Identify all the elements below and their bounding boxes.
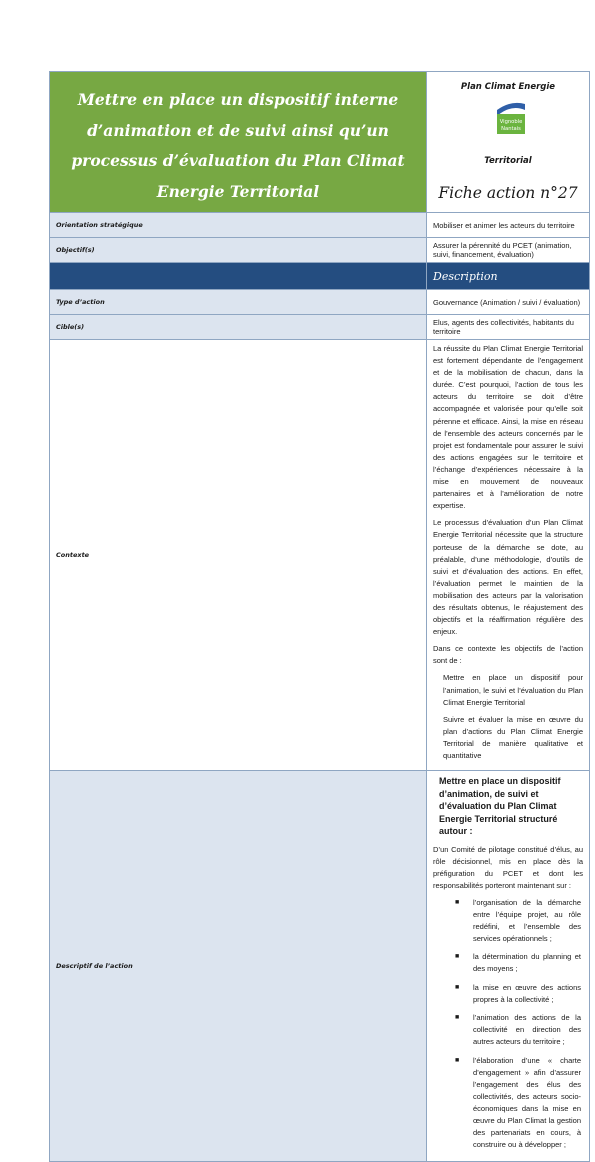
list-item (433, 897, 583, 945)
cible-label: Cible(s) (50, 315, 427, 340)
list-item-text: l’organisation de la démarche entre l’équipe projet, au rôle redéfini, et l’ensemble des services opérationnels ; (473, 897, 581, 943)
list-item (433, 1055, 583, 1151)
list-item (433, 1012, 583, 1048)
plan-cell (427, 72, 590, 213)
orientation-row (50, 213, 590, 238)
descriptif-intro: D’un Comité de pilotage constitué d’élus, au rôle décisionnel, mis en place dès la préfiguration du PCET et dont les responsabilités porteront maintenant sur : (433, 844, 583, 890)
objective-item: Suivre et évaluer la mise en œuvre du plan d’actions du Plan Climat Energie Territorial de manière qualitative et quantitative (443, 714, 583, 760)
contexte-label: Contexte (50, 340, 427, 771)
logo-text-2: Nantais (501, 126, 521, 132)
list-item-text: l’élaboration d’une « charte d’engagement » afin d’assurer l’engagement des élus des collectivités, des acteurs socio-économiques dans la mise en œuvre du Plan Climat la gestion des partenariats en cours, à construire ou à développer ; (473, 1055, 581, 1149)
orientation-value: Mobiliser et animer les acteurs du territoire (427, 213, 590, 238)
contexte-paragraph: Dans ce contexte les objectifs de l’action sont de : (433, 644, 583, 666)
list-item (433, 951, 583, 975)
sheet-title (50, 77, 426, 207)
contexte-paragraph: Le processus d’évaluation d’un Plan Climat Energie Territorial nécessite que la structure porteuse de la démarche se dote, au préalable, d’une méthodologie, d’outils de suivi et d’évaluation des actions. En effet, l’évaluation permet le maintien de la mobilisation des acteurs par la valorisation des résultats obtenus, le réajustement des objectifs et la réaffirmation régulière des enjeux. (433, 518, 583, 637)
descriptif-body (427, 771, 590, 1162)
type-label: Type d’action (50, 290, 427, 315)
territorial-label: Territorial (484, 156, 532, 166)
list-item-text: la détermination du planning et des moyens ; (473, 952, 581, 974)
type-row (50, 290, 590, 315)
list-item-text: la mise en œuvre des actions propres à la collectivité ; (473, 982, 581, 1004)
orientation-label: Orientation stratégique (50, 213, 427, 238)
bullet-icon: ■ (455, 1014, 460, 1022)
descriptif-heading: Mettre en place un dispositif d’animation, de suivi et d’évaluation du Plan Climat Energie Territorial structuré autour : (439, 776, 561, 837)
objectif-row (50, 238, 590, 263)
bullet-icon: ■ (455, 898, 460, 906)
bullet-icon: ■ (455, 1056, 460, 1064)
action-sheet (49, 71, 595, 1162)
title-line: d’animation et de suivi ainsi qu’un (87, 120, 389, 140)
objective-item: Mettre en place un dispositif pour l’animation, le suivi et l’évaluation du Plan Climat Energie Territorial (443, 673, 583, 707)
cible-row (50, 315, 590, 340)
type-value: Gouvernance (Animation / suivi / évaluation) (427, 290, 590, 315)
list-item-text: l’animation des actions de la collectivité en direction des autres acteurs du territoire ; (473, 1013, 581, 1047)
cible-value: Elus, agents des collectivités, habitants du territoire (427, 315, 590, 340)
description-heading: Description (427, 263, 590, 290)
logo-text-1: Vignoble (499, 119, 523, 125)
list-item (433, 982, 583, 1006)
action-table (49, 71, 590, 1162)
bullet-icon: ■ (455, 953, 460, 961)
objectif-label: Objectif(s) (50, 238, 427, 263)
title-line: Energie Territorial (156, 181, 320, 201)
plan-label: Plan Climat Energie (460, 82, 556, 92)
fiche-number: Fiche action n°27 (438, 184, 578, 202)
contexte-row (50, 340, 590, 771)
descriptif-row (50, 771, 590, 1162)
vignoble-nantais-logo (493, 102, 529, 136)
bullet-icon: ■ (455, 983, 460, 991)
objectif-value: Assurer la pérennité du PCET (animation, suivi, financement, évaluation) (427, 238, 590, 263)
header-row (50, 72, 590, 213)
descriptif-label: Descriptif de l’action (50, 771, 427, 1162)
contexte-body (427, 340, 590, 771)
description-band-row (50, 263, 590, 290)
contexte-paragraph: La réussite du Plan Climat Energie Territorial est fortement dépendante de l’engagement et de la mobilisation de chacun, dans la durée. C’est pourquoi, l’action de tous les acteurs du territoire se doit d’être accompagnée et valorisée pour qu’elle soit pérenne et efficace. Ainsi, la mise en réseau de l’ensemble des acteurs concernés par le projet est fondamentale pour assurer le suivi des actions engagées sur le territoire et l’échange d’expériences nécessaire à la mise en mouvement de nouveaux partenaires et à l’amélioration de notre expertise. (433, 344, 583, 511)
title-line: Mettre en place un dispositif interne (77, 90, 399, 109)
title-line: processus d’évaluation du Plan Climat (71, 151, 405, 170)
description-band-left (50, 263, 427, 290)
title-cell (50, 72, 427, 213)
responsibility-list (433, 897, 583, 1151)
